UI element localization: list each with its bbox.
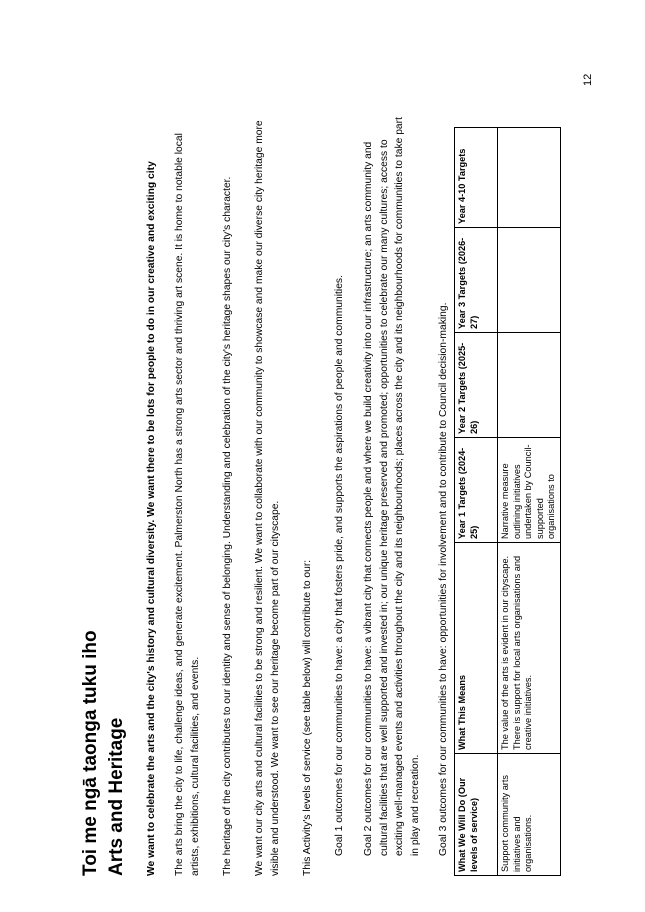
header-year-4-10-targets: Year 4-10 Targets [455,128,498,228]
cell-year-3-target [498,228,561,333]
page-title-maori: Toi me ngā taonga tuku iho [80,630,101,876]
cell-what-this-means: The value of the arts is evident in our cityscape. There is support for local arts organisations and creative initiatives. [498,543,561,754]
table-header-row [455,128,498,876]
cell-year-1-target: Narrative measure outlining initiatives undertaken by Council-supported organisations to [498,438,561,543]
goal-1: Goal 1 outcomes for our communities to have: a city that fosters pride, and supports the aspirations of people and communities. [334,275,345,856]
paragraph-levels-of-service: This Activity's levels of service (see table below) will contribute to our: [302,559,313,876]
paragraph-arts: The arts bring the city to life, challenge ideas, and generate excitement. Palmerston North has a strong arts sector and thriving art scene. It is home to notable local artists, exhibitions, cultural facilities, and events. [174,133,201,876]
header-year-2-targets: Year 2 Targets (2025-26) [455,333,498,438]
cell-year-2-target [498,333,561,438]
paragraph-heritage: The heritage of the city contributes to our identity and sense of belonging. Understanding and celebration of the city's heritage shapes our city's character. [222,176,233,876]
header-year-3-targets: Year 3 Targets (2026-27) [455,228,498,333]
goal-2: Goal 2 outcomes for our communities to have: a vibrant city that connects people and where we build creativity into our infrastructure; an arts community and cultural facilities that are well supported and invested in; our unique heritage preserved and promoted; opportunities to celebrate our many cultures; access to exciting well-managed events and activities throughout the city and its neighbourhoods; places across the city and its neighbourhoods for communities to take part in play and recreation. [363,117,421,856]
paragraph-facilities: We want our city arts and cultural facilities to be strong and resilient. We want to collaborate with our community to showcase and make our diverse city heritage more visible and understood. We want to see our heritage become part of our cityscape. [254,120,281,876]
cell-what-we-will-do: Support community arts initiatives and organisations. [498,754,561,876]
header-what-this-means: What This Means [455,543,498,754]
intro-statement: We want to celebrate the arts and the city's history and cultural diversity. We want there to be lots for people to do in our creative and exciting city [146,161,157,876]
header-year-1-targets: Year 1 Targets (2024-25) [455,438,498,543]
cell-year-4-10-target [498,128,561,228]
page-title-english: Arts and Heritage [106,717,127,876]
levels-of-service-table [454,127,561,876]
page-number: 12 [582,73,594,86]
header-what-we-will-do: What We Will Do (Our levels of service) [455,754,498,876]
goal-3: Goal 3 outcomes for our communities to have: opportunities for involvement and to contribute to Council decision-making. [438,302,449,856]
table-row [498,128,561,876]
